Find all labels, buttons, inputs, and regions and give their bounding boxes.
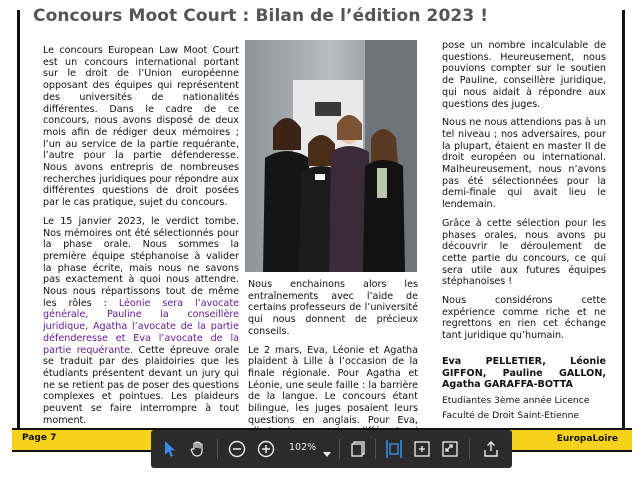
roles-text: Léonie sera l’avocate générale, Pauline la conseillère juridique, Agatha l’avocate de la partie défenderesse et Eva l’avocate de la partie requérante. xyxy=(43,297,239,356)
author-faculty: Faculté de Droit Saint-Etienne xyxy=(442,409,580,421)
toolbar-separator xyxy=(217,439,218,459)
zoom-in-button[interactable] xyxy=(253,436,279,462)
page-view-icon xyxy=(349,440,367,458)
column-2-paragraph-2: Le 2 mars, Eva, Léonie et Agatha plaident à Lille à l’occasion de la finale régionale. Pour Agatha et Léonie, une seule faille : la barrière de la langue. Le concours étant bilingue, les juges posaient leurs questions en anglais. Pour Eva, xyxy=(248,344,418,426)
page-number: Page 7 xyxy=(22,433,57,443)
hand-pan-icon xyxy=(189,440,207,458)
oral-phase-text: Cette épreuve orale se traduit par des plaidoiries que les étudiants présentent devant un jury qui ne se retient pas de poser des questions complexes et pointues. Les plaideurs peuvent se faire interrompre à tout moment. xyxy=(43,344,239,426)
article-column-3 xyxy=(442,40,606,421)
zoom-out-button[interactable] xyxy=(224,436,250,462)
zoom-out-icon xyxy=(228,440,246,458)
author-program: Etudiantes 3ème année Licence xyxy=(442,394,590,406)
team-photo-image xyxy=(245,40,417,272)
pdf-viewer-toolbar xyxy=(151,430,512,468)
column-3-paragraph-3: Grâce à cette sélection pour les phases orales, nous avons pu découvrir le déroulement de cette partie du concours, ce qui sera utile aux futures équipes stéphanoises ! xyxy=(442,217,606,288)
fullscreen-icon xyxy=(441,440,459,458)
pan-tool-button[interactable] xyxy=(185,436,211,462)
fit-page-button[interactable] xyxy=(409,436,435,462)
toolbar-separator xyxy=(375,439,376,459)
zoom-dropdown-button[interactable] xyxy=(323,443,331,462)
fit-page-icon xyxy=(413,440,431,458)
footer-brand: EuropaLoire xyxy=(556,434,618,444)
verdict-text: Le 15 janvier 2023, le verdict tombe. Nos mémoires ont été sélectionnés pour la phase orale. Nous sommes la première équipe stéphanoise à valider la phase écrite, mais nous ne savons pas exactement à quoi nous attendre. Nous nous répartissons tout de même les rôles : xyxy=(43,215,239,309)
fit-width-button[interactable] xyxy=(381,436,407,462)
zoom-in-icon xyxy=(257,440,275,458)
fit-width-icon xyxy=(385,439,403,459)
page-border-right xyxy=(622,10,625,428)
select-arrow-icon xyxy=(162,440,178,458)
fullscreen-button[interactable] xyxy=(437,436,463,462)
page-view-button[interactable] xyxy=(345,436,371,462)
page-border-left xyxy=(17,10,20,428)
column-1-paragraph-1: Le concours European Law Moot Court est un concours international portant sur le droit de l’Union européenne opposant des équipes qui représentent des universités de nationalités différentes. Dans le cadre de ce concours, nous avons disposé de deux mois afin de rédiger deux mémoires ; l’un au service de la partie requérante, l’autre pour la partie défenderesse. Nous avons entrepris de nombreuses recherches juridiques pour répondre aux différentes questions de droit posées par le cas pratique, sujet du concours. xyxy=(43,45,239,209)
column-3-paragraph-2: Nous ne nous attendions pas à un tel niveau ; nos adversaires, pour la plupart, étaient en master II de droit européen ou international. Malheureusement, nous n’avons pas été sélectionnées pour la demi-finale qui avait lieu le lendemain. xyxy=(442,117,606,211)
share-upload-icon xyxy=(482,440,500,458)
column-1-paragraph-2 xyxy=(43,216,239,427)
column-3-paragraph-1: pose un nombre incalculable de questions. Heureusement, nous pouvions compter sur le soutien de Pauline, conseillère juridique, qui nous aidait à répondre aux questions des juges. xyxy=(442,40,606,110)
select-tool-button[interactable] xyxy=(157,436,183,462)
toolbar-separator xyxy=(469,439,470,459)
column-2-paragraph-1: Nous enchainons alors les entraînements avec l’aide de certains professeurs de l’université qui nous donnent de précieux conseils. xyxy=(248,279,418,337)
team-photo xyxy=(245,40,417,272)
column-3-paragraph-4: Nous considérons cette expérience comme riche et ne regrettons en rien cet échange tant juridique qu’humain. xyxy=(442,295,606,342)
toolbar-separator xyxy=(339,439,340,459)
chevron-down-icon xyxy=(323,452,331,458)
article-column-1 xyxy=(43,45,239,434)
article-title: Concours Moot Court : Bilan de l’édition 2023 ! xyxy=(33,6,489,26)
author-signature: Eva PELLETIER, Léonie GIFFON, Pauline GALLON, Agatha GARAFFA-BOTTA xyxy=(442,355,606,391)
share-button[interactable] xyxy=(478,436,504,462)
zoom-level[interactable]: 102% xyxy=(289,442,317,453)
